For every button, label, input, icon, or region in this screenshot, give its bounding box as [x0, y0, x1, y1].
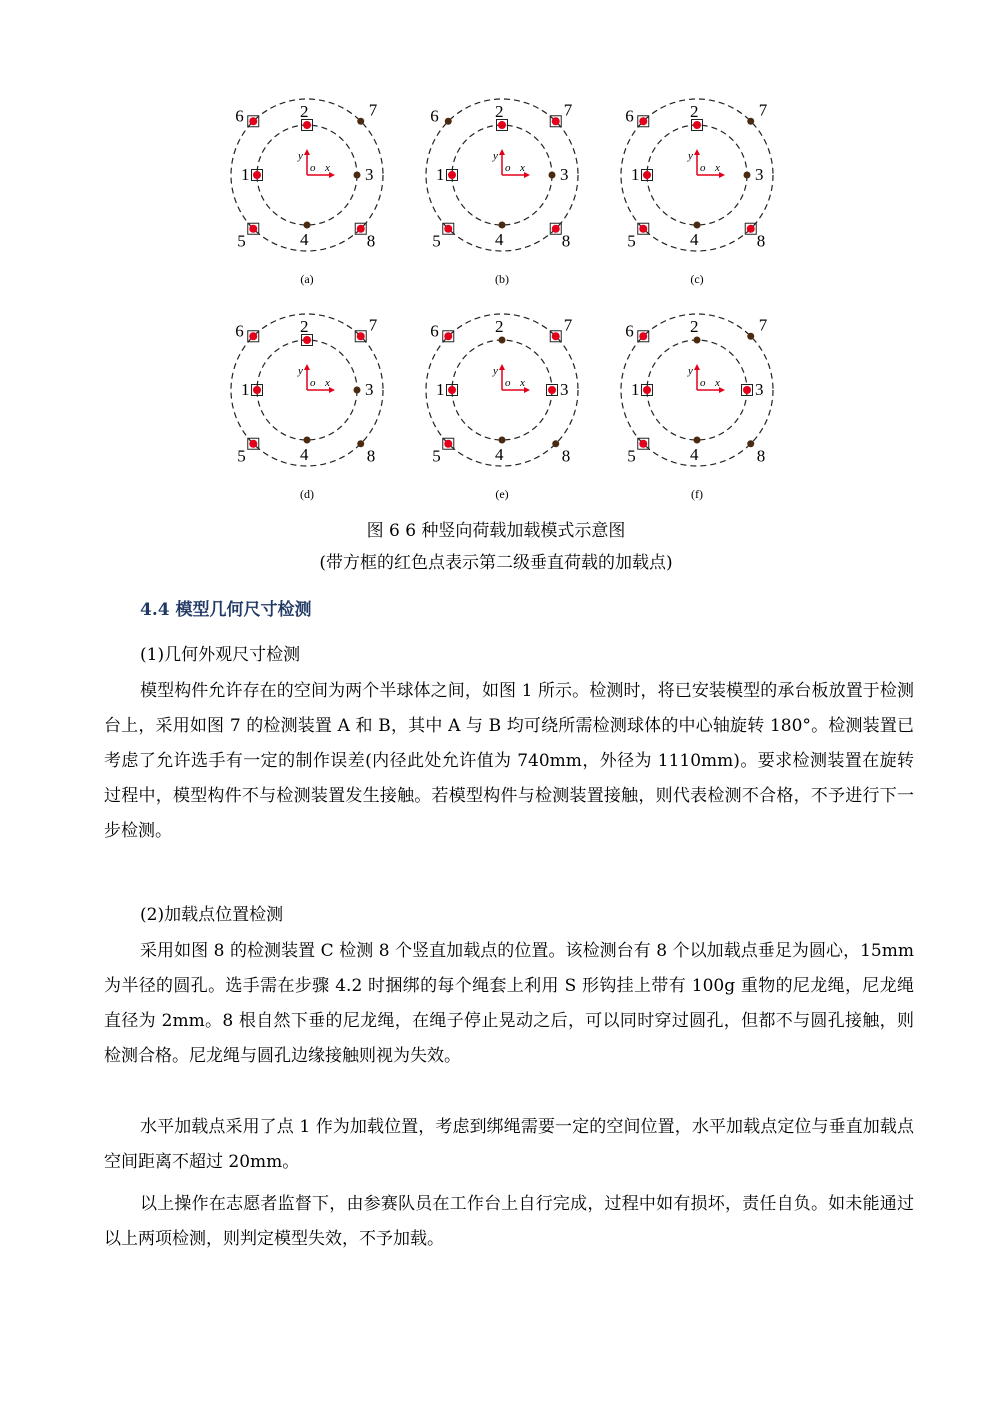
load-point — [747, 333, 754, 340]
point-label: 8 — [756, 446, 766, 466]
load-point — [304, 222, 311, 229]
load-point-marked — [444, 440, 452, 448]
load-point — [354, 387, 361, 394]
point-label: 6 — [235, 106, 244, 126]
load-point — [549, 172, 556, 179]
loading-modes-figure — [0, 95, 992, 510]
load-point-marked — [249, 225, 257, 233]
paragraph-loading-point-check: 采用如图 8 的检测装置 C 检测 8 个竖直加载点的位置。该检测台有 8 个以加载点垂足为圆心，15mm 为半径的圆孔。选手需在步骤 4.2 时捆绑的每个绳套上利用 S 形钩挂上带有 100g 重物的尼龙绳，尼龙绳直径为 2mm。8 根自然下垂的尼龙绳，在绳子停止晃动之后，可以同时穿过圆孔，但都不与圆孔接触，则检测合格。尼龙绳与圆孔边缘接触则视为失效。 — [104, 941, 914, 1066]
origin-label: o — [700, 377, 706, 389]
y-axis-label: y — [493, 365, 498, 377]
x-arrow — [329, 387, 335, 393]
load-point — [499, 437, 506, 444]
point-label: 4 — [690, 445, 699, 464]
point-label: 5 — [627, 446, 636, 466]
point-label: 6 — [625, 321, 634, 341]
x-axis-label: x — [520, 377, 525, 389]
y-axis-label: y — [298, 365, 303, 377]
point-label: 1 — [631, 165, 640, 184]
point-label: 3 — [365, 380, 374, 399]
point-label: 7 — [368, 315, 378, 335]
paragraph-horizontal-load: 水平加载点采用了点 1 作为加载位置，考虑到绑绳需要一定的空间位置，水平加载点定位与垂直加载点空间距离不超过 20mm。 — [104, 1117, 914, 1172]
y-axis-label: y — [688, 150, 693, 162]
panel — [231, 314, 383, 501]
panel-label: (d) — [300, 487, 314, 501]
y-axis-label: y — [298, 150, 303, 162]
point-label: 6 — [625, 106, 634, 126]
load-point — [354, 172, 361, 179]
point-label: 1 — [436, 380, 445, 399]
x-arrow — [719, 172, 725, 178]
load-point — [552, 440, 559, 447]
figure-caption: 图 6 6 种竖向荷载加载模式示意图 — [366, 521, 626, 541]
origin-label: o — [310, 162, 316, 174]
load-point — [304, 437, 311, 444]
x-axis-label: x — [715, 377, 720, 389]
load-point-marked — [552, 225, 560, 233]
load-point — [744, 172, 751, 179]
point-label: 5 — [627, 231, 636, 251]
point-label: 3 — [755, 380, 764, 399]
load-point — [694, 437, 701, 444]
paragraph-supervision: 以上操作在志愿者监督下，由参赛队员在工作台上自行完成，过程中如有损坏，责任自负。如未能通过以上两项检测，则判定模型失效，不予加载。 — [104, 1194, 914, 1249]
point-label: 2 — [690, 317, 699, 336]
point-label: 4 — [300, 445, 309, 464]
load-point-marked — [552, 117, 560, 125]
load-point — [747, 118, 754, 125]
panel — [621, 314, 773, 501]
load-point-marked — [548, 386, 556, 394]
load-point-marked — [444, 332, 452, 340]
point-label: 7 — [563, 315, 573, 335]
load-point-marked — [693, 121, 701, 129]
point-label: 8 — [756, 231, 766, 251]
subheading-geometry: (1)几何外观尺寸检测 — [140, 645, 301, 665]
y-arrow — [304, 364, 310, 370]
y-arrow — [694, 149, 700, 155]
point-label: 7 — [758, 315, 768, 335]
load-point — [694, 337, 701, 344]
load-point-marked — [303, 336, 311, 344]
x-arrow — [524, 172, 530, 178]
point-label: 2 — [495, 317, 504, 336]
load-point — [357, 440, 364, 447]
load-point-marked — [643, 171, 651, 179]
load-point-marked — [444, 225, 452, 233]
point-label: 2 — [300, 102, 309, 121]
point-label: 7 — [758, 100, 768, 120]
load-point-marked — [552, 332, 560, 340]
section-heading: 4.4 模型几何尺寸检测 — [140, 600, 312, 620]
x-arrow — [719, 387, 725, 393]
point-label: 8 — [366, 231, 376, 251]
load-point-marked — [448, 171, 456, 179]
load-point-marked — [639, 440, 647, 448]
y-arrow — [694, 364, 700, 370]
origin-label: o — [505, 377, 511, 389]
x-axis-label: x — [325, 377, 330, 389]
load-point-marked — [303, 121, 311, 129]
point-label: 6 — [235, 321, 244, 341]
panel-label: (b) — [495, 272, 509, 286]
y-axis-label: y — [688, 365, 693, 377]
y-arrow — [304, 149, 310, 155]
panel-label: (c) — [690, 272, 704, 286]
load-point-marked — [743, 386, 751, 394]
load-point-marked — [357, 225, 365, 233]
panel — [231, 99, 383, 286]
point-label: 5 — [432, 231, 441, 251]
x-arrow — [524, 387, 530, 393]
paragraph-geometry-check: 模型构件允许存在的空间为两个半球体之间，如图 1 所示。检测时，将已安装模型的承台板放置于检测台上，采用如图 7 的检测装置 A 和 B，其中 A 与 B 均可绕所需检测球体的中心轴旋转 180°。检测装置已考虑了允许选手有一定的制作误差(内径此处允许值为 740mm，外径为 1110mm)。要求检测装置在旋转过程中，模型构件不与检测装置发生接触。若模型构件与检测装置接触，则代表检测不合格，不予进行下一步检测。 — [104, 681, 914, 841]
load-point-marked — [639, 117, 647, 125]
y-axis-label: y — [493, 150, 498, 162]
y-arrow — [499, 364, 505, 370]
load-point — [357, 118, 364, 125]
point-label: 8 — [561, 446, 571, 466]
point-label: 1 — [241, 165, 250, 184]
load-point — [747, 440, 754, 447]
panel — [426, 99, 578, 286]
point-label: 4 — [300, 230, 309, 249]
point-label: 5 — [237, 231, 246, 251]
point-label: 4 — [495, 445, 504, 464]
origin-label: o — [700, 162, 706, 174]
load-point-marked — [253, 171, 261, 179]
point-label: 2 — [495, 102, 504, 121]
y-arrow — [499, 149, 505, 155]
point-label: 7 — [368, 100, 378, 120]
figure-caption-note: (带方框的红色点表示第二级垂直荷载的加载点) — [319, 553, 673, 573]
load-point — [694, 222, 701, 229]
load-point-marked — [498, 121, 506, 129]
point-label: 6 — [430, 106, 439, 126]
load-point-marked — [639, 225, 647, 233]
point-label: 2 — [690, 102, 699, 121]
panel — [426, 314, 578, 501]
point-label: 8 — [366, 446, 376, 466]
point-label: 1 — [436, 165, 445, 184]
point-label: 1 — [631, 380, 640, 399]
point-label: 6 — [430, 321, 439, 341]
load-point — [499, 222, 506, 229]
point-label: 3 — [365, 165, 374, 184]
x-axis-label: x — [715, 162, 720, 174]
point-label: 1 — [241, 380, 250, 399]
panel-label: (f) — [691, 487, 703, 501]
panel-label: (a) — [300, 272, 314, 286]
point-label: 5 — [237, 446, 246, 466]
point-label: 7 — [563, 100, 573, 120]
load-point-marked — [357, 332, 365, 340]
point-label: 4 — [495, 230, 504, 249]
x-arrow — [329, 172, 335, 178]
load-point-marked — [249, 117, 257, 125]
origin-label: o — [505, 162, 511, 174]
point-label: 3 — [560, 380, 569, 399]
load-point-marked — [639, 332, 647, 340]
point-label: 3 — [755, 165, 764, 184]
subheading-loading-points: (2)加载点位置检测 — [140, 905, 284, 925]
load-point — [445, 118, 452, 125]
point-label: 8 — [561, 231, 571, 251]
load-point-marked — [249, 440, 257, 448]
load-point-marked — [448, 386, 456, 394]
load-point-marked — [253, 386, 261, 394]
load-point-marked — [643, 386, 651, 394]
panel — [621, 99, 773, 286]
x-axis-label: x — [325, 162, 330, 174]
point-label: 4 — [690, 230, 699, 249]
load-point — [499, 337, 506, 344]
panel-label: (e) — [495, 487, 509, 501]
point-label: 5 — [432, 446, 441, 466]
point-label: 3 — [560, 165, 569, 184]
origin-label: o — [310, 377, 316, 389]
load-point-marked — [249, 332, 257, 340]
x-axis-label: x — [520, 162, 525, 174]
point-label: 2 — [300, 317, 309, 336]
load-point-marked — [747, 225, 755, 233]
